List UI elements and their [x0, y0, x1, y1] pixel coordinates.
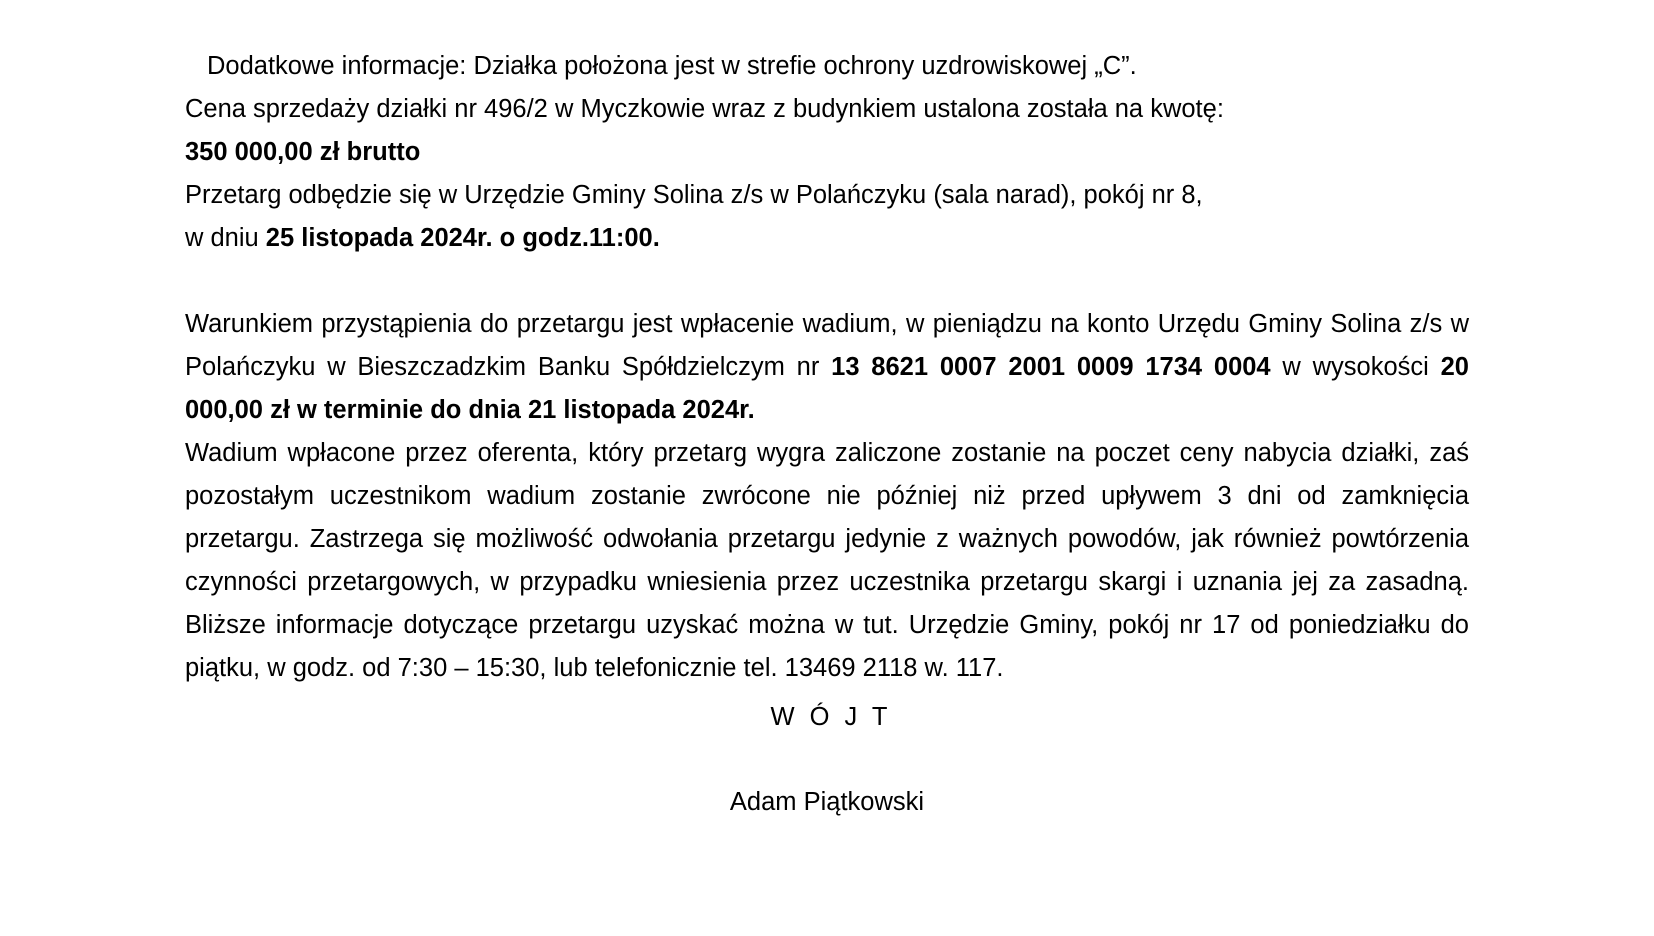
paragraph-spacer: [185, 260, 1469, 303]
document-body: [185, 45, 1469, 824]
paragraph-deposit-rules: Wadium wpłacone przez oferenta, który przetarg wygra zaliczone zostanie na poczet ceny nabycia działki, zaś pozostałym uczestnikom wadium zostanie zwrócone nie później niż przed upływem 3 dni od zamknięcia przetargu. Zastrzega się możliwość odwołania przetargu jedynie z ważnych powodów, jak również powtórzenia czynności przetargowych, w przypadku wniesienia przez uczestnika przetargu skargi i uznania jej za zasadną. Bliższe informacje dotyczące przetargu uzyskać można w tut. Urzędzie Gminy, pokój nr 17 od poniedziałku do piątku, w godz. od 7:30 – 15:30, lub telefonicznie tel. 13469 2118 w. 117.: [185, 439, 1469, 682]
deposit-intro-text: Warunkiem przystąpienia do przetargu jest wpłacenie wadium, w pieniądzu na konto Urzędu Gminy Solina z/s w Polańczyku w Bieszczadzkim Banku Spółdzielczym nr: [185, 310, 1469, 381]
deposit-amount-value: 20 000,00 zł w terminie do dnia 21 listopada 2024r.: [185, 353, 1469, 424]
paragraph-tender-place: Przetarg odbędzie się w Urzędzie Gminy Solina z/s w Polańczyku (sala narad), pokój nr 8,: [185, 181, 1203, 209]
tender-date-prefix: w dniu: [185, 224, 266, 252]
signature-block: [185, 696, 1469, 824]
paragraph-deposit-info: [185, 303, 1469, 432]
paragraph-additional-info: Dodatkowe informacje: Działka położona jest w strefie ochrony uzdrowiskowej „C”.: [207, 52, 1137, 80]
paragraph-price-value: 350 000,00 zł brutto: [185, 138, 421, 166]
signature-title: W Ó J T: [770, 703, 892, 731]
deposit-amount-prefix: w wysokości: [1270, 353, 1441, 381]
signature-name: Adam Piątkowski: [729, 788, 925, 816]
bank-account-number: 13 8621 0007 2001 0009 1734 0004: [831, 353, 1271, 381]
tender-date-value: 25 listopada 2024r. o godz.11:00.: [265, 224, 660, 252]
paragraph-tender-date: [185, 217, 1469, 260]
paragraph-price-line: Cena sprzedaży działki nr 496/2 w Myczkowie wraz z budynkiem ustalona została na kwotę:: [185, 95, 1224, 123]
